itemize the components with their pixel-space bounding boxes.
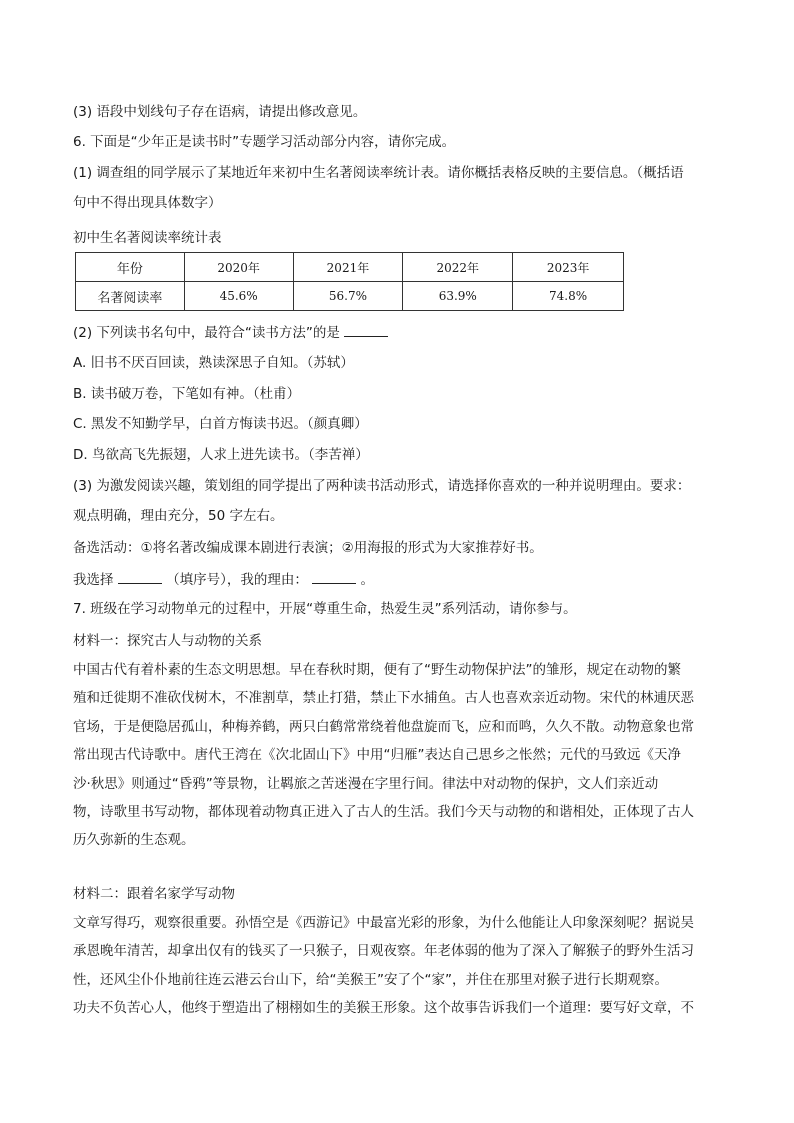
answer-blank[interactable] <box>344 322 388 337</box>
material-1-line: 官场，于是便隐居孤山，种梅养鹤，两只白鹤常常绕着他盘旋而飞，应和而鸣，久久不散。动物意象也常 <box>73 718 694 735</box>
material-2-line: 功夫不负苦心人，他终于塑造出了栩栩如生的美猴王形象。这个故事告诉我们一个道理：要写好文章，不 <box>73 1000 694 1017</box>
material-2-line: 性，还风尘仆仆地前往连云港云台山下，给“美猴王”安了个“家”，并住在那里对猴子进行长期观察。 <box>73 971 668 988</box>
material-2-body <box>73 909 723 1023</box>
table-year-cell: 2023年 <box>513 253 624 282</box>
material-1-line: 沙·秋思》则通过“昏鸦”等景物，让羁旅之苦迷漫在字里行间。律法中对动物的保护，文人们亲近动 <box>73 775 659 792</box>
question-6-1-line2: 句中不得出现具体数字） <box>73 195 222 211</box>
choice-blank[interactable] <box>118 569 162 584</box>
material-1-line: 中国古代有着朴素的生态文明思想。早在春秋时期，便有了“野生动物保护法”的雏形，规定在动物的繁 <box>73 662 681 678</box>
material-1-line: 物，诗歌里书写动物，都体现着动物真正进入了古人的生活。我们今天与动物的和谐相处，正体现了古人 <box>73 804 694 821</box>
table-rate-cell: 56.7% <box>293 282 403 311</box>
reading-rate-table <box>75 252 624 311</box>
option-a: A. 旧书不厌百回读，熟读深思子自知。（苏轼） <box>73 355 354 371</box>
table-caption: 初中生名著阅读率统计表 <box>73 230 222 246</box>
table-year-cell: 2020年 <box>184 253 293 282</box>
table-rate-cell: 74.8% <box>513 282 624 311</box>
table-row-label: 名著阅读率 <box>76 282 185 311</box>
table-year-cell: 2021年 <box>293 253 403 282</box>
material-2-title: 材料二：跟着名家学写动物 <box>73 886 235 902</box>
material-1-line: 常出现古代诗歌中。唐代王湾在《次北固山下》中用“归雁”表达自己思乡之怅然；元代的马致远《天净 <box>73 747 681 764</box>
option-b: B. 读书破万卷，下笔如有神。（杜甫） <box>73 386 301 402</box>
material-1-title: 材料一：探究古人与动物的关系 <box>73 633 262 649</box>
option-c: C. 黑发不知勤学早，白首方悔读书迟。（颜真卿） <box>73 416 368 432</box>
option-d: D. 鸟欲高飞先振翅，人求上进先读书。（李苦禅） <box>73 447 369 463</box>
choice-end: 。 <box>360 572 374 588</box>
question-5-3: (3) 语段中划线句子存在语病，请提出修改意见。 <box>73 104 367 120</box>
choice-label: 我选择 <box>73 572 114 588</box>
reason-label: （填序号），我的理由： <box>166 572 308 588</box>
table-header-label: 年份 <box>76 253 185 282</box>
material-1-body <box>73 656 723 855</box>
table-header-row <box>76 253 624 282</box>
question-6-3-line1: (3) 为激发阅读兴趣，策划组的同学提出了两种读书活动形式，请选择你喜欢的一种并说明理由。要求： <box>73 478 691 494</box>
reason-blank[interactable] <box>312 569 356 584</box>
question-6-title: 6. 下面是“少年正是读书时”专题学习活动部分内容，请你完成。 <box>73 134 456 150</box>
activity-options: 备选活动：①将名著改编成课本剧进行表演；②用海报的形式为大家推荐好书。 <box>73 540 543 556</box>
table-rate-cell: 63.9% <box>403 282 513 311</box>
material-1-line: 殖和迁徙期不准砍伐树木，不准割草，禁止打猎，禁止下水捕鱼。古人也喜欢亲近动物。宋代的林逋厌恶 <box>73 690 694 707</box>
choice-line <box>73 569 723 590</box>
table-year-cell: 2022年 <box>403 253 513 282</box>
material-2-line: 文章写得巧，观察很重要。孙悟空是《西游记》中最富光彩的形象，为什么他能让人印象深刻呢？据说吴 <box>73 915 694 931</box>
question-6-2-text: (2) 下列读书名句中，最符合“读书方法”的是 <box>73 325 340 341</box>
table-rate-cell: 45.6% <box>184 282 293 311</box>
question-6-3-line2: 观点明确，理由充分，50 字左右。 <box>73 508 284 524</box>
question-6-1-line1: (1) 调查组的同学展示了某地近年来初中生名著阅读率统计表。请你概括表格反映的主要信息。（概括语 <box>73 165 684 181</box>
material-1-line: 历久弥新的生态观。 <box>73 832 195 849</box>
question-6-2 <box>73 322 723 343</box>
material-2-line: 承恩晚年清苦，却拿出仅有的钱买了一只猴子，日观夜察。年老体弱的他为了深入了解猴子的野外生活习 <box>73 943 694 960</box>
question-7-title: 7. 班级在学习动物单元的过程中，开展“尊重生命，热爱生灵”系列活动，请你参与。 <box>73 601 577 617</box>
table-rate-row <box>76 282 624 311</box>
